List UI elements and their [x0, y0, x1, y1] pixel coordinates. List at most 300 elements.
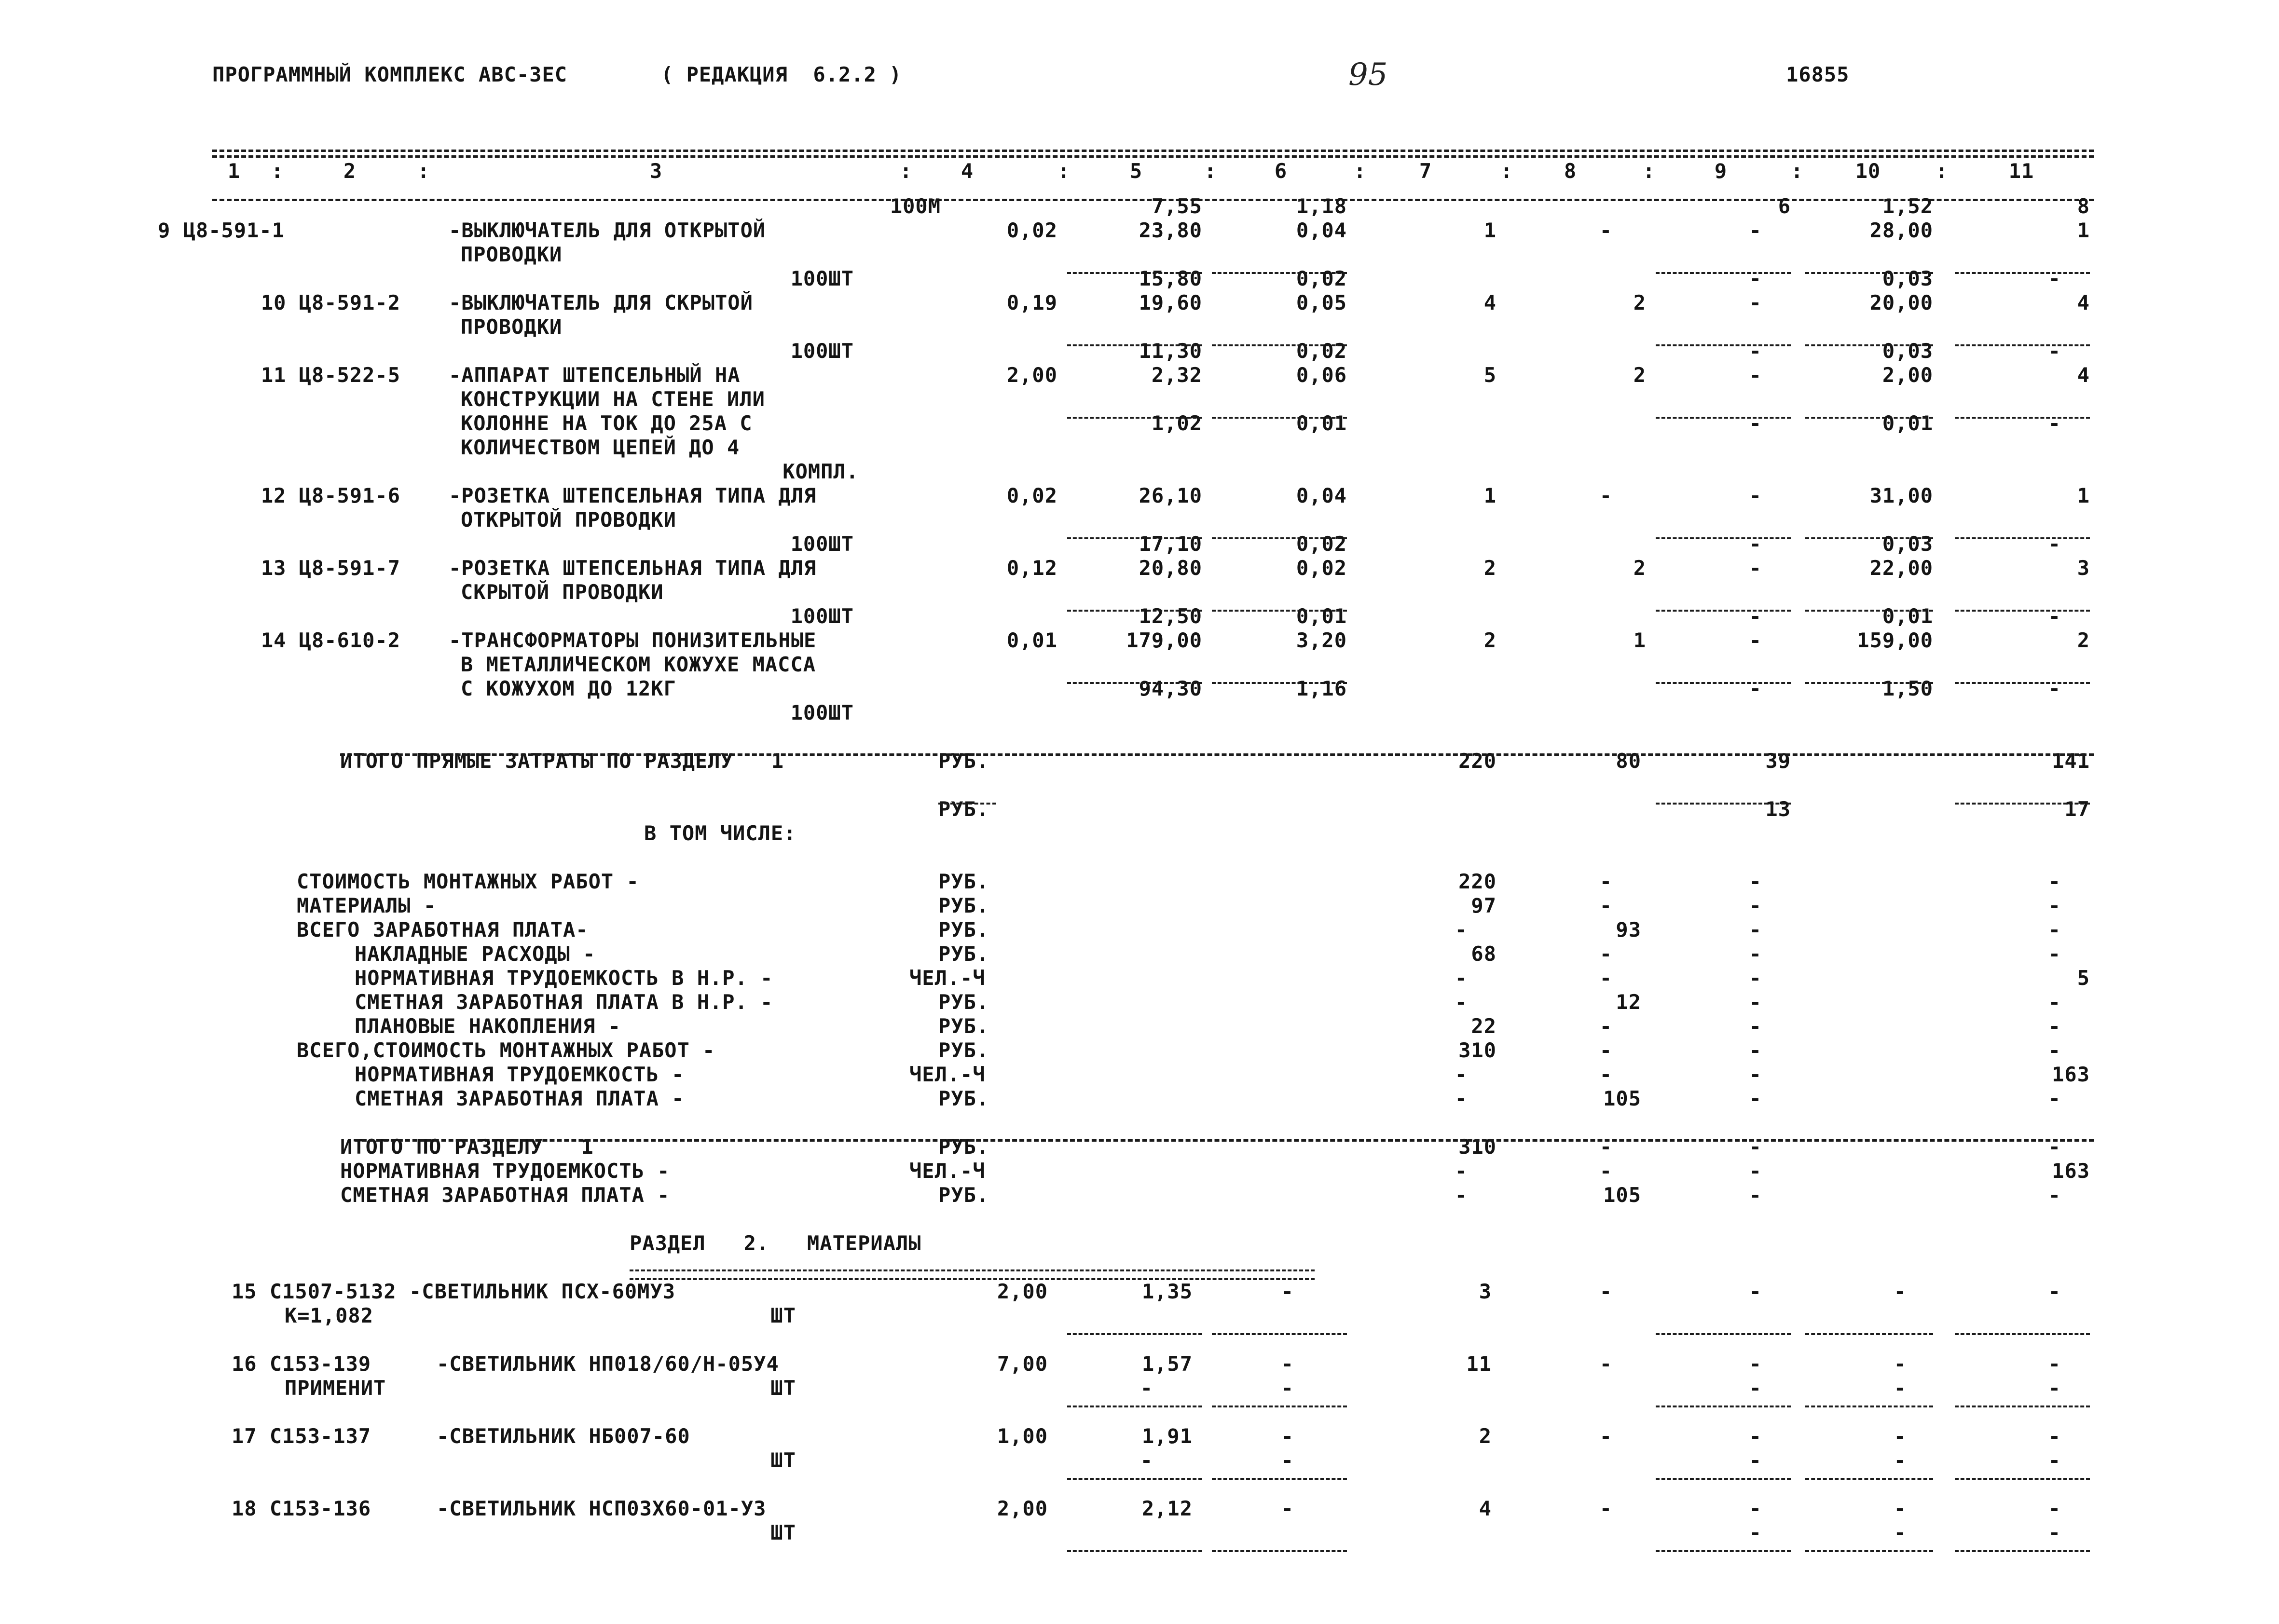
table-cell: 94,30 [1139, 677, 1202, 700]
table-cell: 0,19 [1006, 291, 1057, 314]
table-cell: - [2048, 1424, 2061, 1448]
table-cell: НОРМАТИВНАЯ ТРУДОЕМКОСТЬ В Н.Р. - [355, 966, 773, 990]
table-cell: 1,91 [1141, 1424, 1193, 1448]
sub-rule [1656, 417, 1791, 419]
table-cell: 3 [1479, 1280, 1492, 1303]
table-cell: - [2048, 942, 2061, 966]
table-cell: - [2048, 1183, 2061, 1207]
table-cell: - [1749, 918, 1762, 942]
table-cell: РУБ. [938, 1183, 989, 1207]
table-cell: 1,57 [1141, 1352, 1193, 1376]
table-cell: - [1599, 1038, 1612, 1062]
table-cell: - [1749, 1014, 1762, 1038]
table-cell: 26,10 [1139, 484, 1202, 507]
table-cell: ВСЕГО,СТОИМОСТЬ МОНТАЖНЫХ РАБОТ - [297, 1038, 715, 1062]
table-cell: 0,04 [1296, 218, 1347, 242]
table-cell: 100ШТ [790, 701, 854, 724]
table-cell: ЧЕЛ.-Ч [909, 1063, 986, 1086]
table-cell: 0,05 [1296, 291, 1347, 314]
table-cell: 11 Ц8-522-5 [261, 363, 400, 387]
table-cell: СТОИМОСТЬ МОНТАЖНЫХ РАБОТ - [297, 870, 639, 893]
table-cell: СКРЫТОЙ ПРОВОДКИ [461, 580, 664, 604]
table-cell: 2 [1483, 628, 1496, 652]
table-cell: РУБ. [938, 797, 989, 821]
table-cell: - [1749, 942, 1762, 966]
table-cell: ОТКРЫТОЙ ПРОВОДКИ [461, 508, 676, 532]
sub-rule [1067, 1406, 1202, 1407]
sub-rule [1805, 1333, 1933, 1335]
table-cell: ШТ [770, 1376, 796, 1400]
sub-rule [1212, 537, 1347, 539]
table-cell: 0,01 [1006, 628, 1057, 652]
table-cell: 9 Ц8-591-1 [158, 218, 285, 242]
table-cell: - [1749, 1135, 1762, 1159]
column-number: 8 [1564, 159, 1577, 183]
table-cell: - [1599, 1159, 1612, 1183]
table-cell: - [1599, 942, 1612, 966]
sub-rule [1955, 344, 2090, 346]
table-cell: 5 [1483, 363, 1496, 387]
table-cell: - [1281, 1280, 1294, 1303]
table-cell: РУБ. [938, 1014, 989, 1038]
table-cell: - [1281, 1424, 1294, 1448]
table-cell: 8 [2077, 194, 2090, 218]
table-cell: ПРОВОДКИ [461, 243, 563, 266]
table-cell: РУБ. [938, 942, 989, 966]
table-cell: - [1749, 363, 1762, 387]
sub-rule [1656, 803, 1791, 805]
table-cell: - [1749, 339, 1762, 363]
table-cell: 17 [2064, 797, 2090, 821]
table-cell: - [2048, 1038, 2061, 1062]
sub-rule [1805, 537, 1933, 539]
table-cell: - [2048, 411, 2061, 435]
sub-rule [1656, 537, 1791, 539]
column-number: 5 [1129, 159, 1143, 183]
column-number: 6 [1274, 159, 1288, 183]
table-cell: - [1599, 966, 1612, 990]
table-cell: - [1749, 484, 1762, 507]
table-cell: МАТЕРИАЛЫ - [297, 894, 437, 917]
column-number: 2 [343, 159, 357, 183]
table-cell: В МЕТАЛЛИЧЕСКОМ КОЖУХЕ МАССА [461, 653, 816, 676]
document-number: 16855 [1786, 63, 1850, 86]
table-cell: ШТ [770, 1448, 796, 1472]
table-cell: - [1599, 218, 1612, 242]
table-cell: 1,16 [1296, 677, 1347, 700]
table-cell: -СВЕТИЛЬНИК НП018/60/Н-05У4 [437, 1352, 779, 1376]
table-cell: 1,35 [1141, 1280, 1193, 1303]
sub-rule [1212, 1406, 1347, 1407]
column-separator: : [900, 159, 913, 183]
table-cell: - [1281, 1352, 1294, 1376]
sub-rule [1955, 272, 2090, 274]
table-cell: РАЗДЕЛ 2. МАТЕРИАЛЫ [630, 1231, 921, 1255]
table-cell: - [1749, 604, 1762, 628]
sub-rule [1656, 272, 1791, 274]
table-cell: - [2048, 339, 2061, 363]
dash-mark: - [2048, 1448, 2061, 1472]
table-cell: - [1599, 1063, 1612, 1086]
table-cell: НОРМАТИВНАЯ ТРУДОЕМКОСТЬ - [355, 1063, 685, 1086]
table-cell: 141 [2052, 749, 2090, 773]
table-cell: 13 [1765, 797, 1791, 821]
table-cell: - [1749, 1424, 1762, 1448]
table-cell: РУБ. [938, 1087, 989, 1110]
table-cell: 4 [1479, 1497, 1492, 1520]
table-cell: СМЕТНАЯ ЗАРАБОТНАЯ ПЛАТА В Н.Р. - [355, 990, 773, 1014]
table-cell: 12 [1616, 990, 1641, 1014]
sub-rule [1212, 1550, 1347, 1552]
table-cell: ШТ [770, 1521, 796, 1544]
table-cell: 11 [1466, 1352, 1492, 1376]
table-cell: - [2048, 1135, 2061, 1159]
sub-rule [1955, 1406, 2090, 1407]
sub-rule [1955, 1550, 2090, 1552]
sub-rule [1955, 682, 2090, 684]
table-cell: - [1599, 1424, 1612, 1448]
sub-rule [1656, 1406, 1791, 1407]
table-cell: КОНСТРУКЦИИ НА СТЕНЕ ИЛИ [461, 387, 765, 411]
table-cell: 0,06 [1296, 363, 1347, 387]
table-cell: 18 С153-136 [232, 1497, 371, 1520]
table-cell: 15 С1507-5132 -СВЕТИЛЬНИК ПСХ-60МУЗ [232, 1280, 676, 1303]
table-cell: - [1749, 677, 1762, 700]
table-cell: 163 [2052, 1159, 2090, 1183]
table-cell: 14 Ц8-610-2 [261, 628, 400, 652]
table-cell: - [1749, 532, 1762, 556]
table-cell: 1,02 [1151, 411, 1202, 435]
table-cell: К=1,082 [285, 1304, 374, 1327]
table-cell: - [1455, 1087, 1468, 1110]
table-cell: -ВЫКЛЮЧАТЕЛЬ ДЛЯ СКРЫТОЙ [449, 291, 753, 314]
table-cell: - [1749, 1038, 1762, 1062]
section-total-rule [340, 753, 2094, 756]
table-cell: 0,02 [1006, 218, 1057, 242]
table-cell: ПРИМЕНИТ [285, 1376, 386, 1400]
sub-rule [1656, 1550, 1791, 1552]
table-cell: 12 Ц8-591-6 [261, 484, 400, 507]
table-cell: - [1599, 484, 1612, 507]
header-top-rule [212, 150, 2094, 152]
table-cell: - [1749, 1352, 1762, 1376]
column-separator: : [1936, 159, 1949, 183]
sub-rule [1805, 1478, 1933, 1480]
table-cell: - [1749, 870, 1762, 893]
sub-rule [1212, 272, 1347, 274]
sub-rule [1067, 1478, 1202, 1480]
table-cell: 2 [1633, 556, 1646, 580]
table-cell: 12,50 [1139, 604, 1202, 628]
table-cell: 0,03 [1882, 267, 1933, 290]
table-cell: 2 [1483, 556, 1496, 580]
dash-mark: - [1281, 1448, 1294, 1472]
sub-rule [1805, 272, 1933, 274]
table-cell: 105 [1603, 1183, 1641, 1207]
sub-rule [1212, 417, 1347, 419]
table-cell: - [1749, 267, 1762, 290]
sub-rule [1955, 417, 2090, 419]
table-cell: 1 [1633, 628, 1646, 652]
column-separator: : [417, 159, 430, 183]
table-cell: -ТРАНСФОРМАТОРЫ ПОНИЗИТЕЛЬНЫЕ [449, 628, 817, 652]
sub-rule [1656, 1478, 1791, 1480]
table-cell: -СВЕТИЛЬНИК НСП03Х60-01-У3 [437, 1497, 767, 1520]
table-cell: 97 [1471, 894, 1496, 917]
table-cell: - [2048, 918, 2061, 942]
table-cell: - [1894, 1424, 1907, 1448]
table-cell: ШТ [770, 1304, 796, 1327]
table-cell: КОМПЛ. [783, 460, 859, 483]
table-cell: - [1749, 556, 1762, 580]
table-cell: 0,03 [1882, 339, 1933, 363]
table-cell: 0,02 [1296, 556, 1347, 580]
sub-rule [1212, 682, 1347, 684]
table-cell: - [1749, 628, 1762, 652]
table-cell: 1 [1483, 484, 1496, 507]
table-cell: - [1599, 894, 1612, 917]
table-cell: СМЕТНАЯ ЗАРАБОТНАЯ ПЛАТА - [355, 1087, 685, 1110]
dash-mark: - [1140, 1376, 1153, 1400]
table-cell: 0,02 [1296, 267, 1347, 290]
table-cell: 68 [1471, 942, 1496, 966]
column-number: 9 [1714, 159, 1728, 183]
table-cell: - [1599, 1014, 1612, 1038]
table-cell: ЧЕЛ.-Ч [909, 966, 986, 990]
table-cell: 0,02 [1296, 532, 1347, 556]
table-cell: 100ШТ [790, 604, 854, 628]
column-separator: : [1354, 159, 1367, 183]
sub-rule [1212, 610, 1347, 612]
table-cell: - [1894, 1280, 1907, 1303]
dash-mark: - [1749, 1376, 1762, 1400]
table-cell: 3,20 [1296, 628, 1347, 652]
table-cell: - [1455, 1183, 1468, 1207]
table-cell: 2,00 [1882, 363, 1933, 387]
table-cell: 2,32 [1151, 363, 1202, 387]
table-cell: 0,02 [1296, 339, 1347, 363]
table-cell: - [2048, 532, 2061, 556]
table-cell: 7,55 [1151, 194, 1202, 218]
table-cell: 0,12 [1006, 556, 1057, 580]
table-cell: С КОЖУХОМ ДО 12КГ [461, 677, 676, 700]
table-cell: - [1749, 1183, 1762, 1207]
sub-rule [1067, 417, 1202, 419]
table-cell: - [1894, 1352, 1907, 1376]
table-cell: 1,18 [1296, 194, 1347, 218]
table-cell: ИТОГО ПО РАЗДЕЛУ 1 [340, 1135, 594, 1159]
sub-rule [1805, 1406, 1933, 1407]
table-cell: -РОЗЕТКА ШТЕПСЕЛЬНАЯ ТИПА ДЛЯ [449, 556, 817, 580]
table-cell: 16 С153-139 [232, 1352, 371, 1376]
table-cell: 10 Ц8-591-2 [261, 291, 400, 314]
table-cell: 17,10 [1139, 532, 1202, 556]
table-cell: 220 [1458, 870, 1496, 893]
table-cell: КОЛОННЕ НА ТОК ДО 25А С [461, 411, 753, 435]
program-title: ПРОГРАММНЫЙ КОМПЛЕКС АВС-3ЕС [212, 63, 568, 86]
table-cell: 1,50 [1882, 677, 1933, 700]
dash-mark: - [1894, 1521, 1907, 1544]
table-cell: - [1749, 411, 1762, 435]
table-cell: - [1455, 918, 1468, 942]
column-number: 4 [961, 159, 974, 183]
column-separator: : [1204, 159, 1217, 183]
sub-rule [1212, 1478, 1347, 1480]
table-cell: 13 Ц8-591-7 [261, 556, 400, 580]
table-cell: - [2048, 1497, 2061, 1520]
table-cell: - [1455, 1159, 1468, 1183]
sub-rule [1805, 417, 1933, 419]
column-separator: : [1643, 159, 1656, 183]
table-cell: НАКЛАДНЫЕ РАСХОДЫ - [355, 942, 596, 966]
table-cell: - [1749, 291, 1762, 314]
table-cell: СМЕТНАЯ ЗАРАБОТНАЯ ПЛАТА - [340, 1183, 670, 1207]
table-cell: - [2048, 870, 2061, 893]
table-cell: - [1749, 966, 1762, 990]
table-cell: 2 [1633, 291, 1646, 314]
table-cell: - [1749, 990, 1762, 1014]
table-cell: 22 [1471, 1014, 1496, 1038]
table-cell: 163 [2052, 1063, 2090, 1086]
table-cell: 5 [2077, 966, 2090, 990]
table-cell: - [2048, 604, 2061, 628]
column-separator: : [1791, 159, 1804, 183]
table-cell: 0,04 [1296, 484, 1347, 507]
table-cell: - [1599, 1352, 1612, 1376]
table-cell: 80 [1616, 749, 1641, 773]
sub-rule [1656, 344, 1791, 346]
sub-rule [938, 803, 996, 805]
column-number: 7 [1419, 159, 1432, 183]
table-cell: ЧЕЛ.-Ч [909, 1159, 986, 1183]
dash-mark: - [1281, 1376, 1294, 1400]
table-cell: 2,12 [1141, 1497, 1193, 1520]
table-cell: ВСЕГО ЗАРАБОТНАЯ ПЛАТА- [297, 918, 589, 942]
table-cell: 1 [2077, 218, 2090, 242]
table-cell: - [1749, 1280, 1762, 1303]
table-cell: 1 [1483, 218, 1496, 242]
table-cell: - [1599, 1280, 1612, 1303]
dash-mark: - [2048, 1376, 2061, 1400]
table-cell: - [2048, 894, 2061, 917]
table-cell: 105 [1603, 1087, 1641, 1110]
table-cell: - [1749, 894, 1762, 917]
column-separator: : [1057, 159, 1071, 183]
sub-rule [1067, 272, 1202, 274]
table-cell: - [2048, 1280, 2061, 1303]
edition-label: ( РЕДАКЦИЯ 6.2.2 ) [661, 63, 902, 86]
table-cell: 100ШТ [790, 339, 854, 363]
sub-rule [1656, 1333, 1791, 1335]
table-cell: ПРОВОДКИ [461, 315, 563, 339]
table-cell: 1,52 [1882, 194, 1933, 218]
table-cell: - [2048, 1087, 2061, 1110]
table-cell: - [1749, 1063, 1762, 1086]
dash-mark: - [2048, 1521, 2061, 1544]
table-cell: -АППАРАТ ШТЕПСЕЛЬНЫЙ НА [449, 363, 741, 387]
column-number: 11 [2008, 159, 2034, 183]
table-cell: 31,00 [1869, 484, 1933, 507]
table-cell: - [1281, 1497, 1294, 1520]
table-cell: КОЛИЧЕСТВОМ ЦЕПЕЙ ДО 4 [461, 436, 740, 459]
column-number: 1 [227, 159, 241, 183]
table-cell: 19,60 [1139, 291, 1202, 314]
table-cell: РУБ. [938, 918, 989, 942]
column-separator: : [271, 159, 284, 183]
table-cell: 17 С153-137 [232, 1424, 371, 1448]
table-cell: 179,00 [1126, 628, 1202, 652]
sub-rule [1067, 537, 1202, 539]
table-cell: - [2048, 267, 2061, 290]
table-cell: - [1749, 1497, 1762, 1520]
table-cell: 20,00 [1869, 291, 1933, 314]
table-cell: 1,00 [997, 1424, 1048, 1448]
table-cell: - [1455, 1063, 1468, 1086]
table-cell: - [1455, 966, 1468, 990]
table-cell: 39 [1765, 749, 1791, 773]
table-cell: 310 [1458, 1038, 1496, 1062]
table-cell: 6 [1778, 194, 1791, 218]
sub-rule [1212, 1333, 1347, 1335]
table-cell: 0,01 [1296, 604, 1347, 628]
table-cell: - [1749, 218, 1762, 242]
table-cell: 4 [2077, 291, 2090, 314]
table-cell: 2 [1633, 363, 1646, 387]
sub-rule [1955, 1478, 2090, 1480]
table-cell: 2 [2077, 628, 2090, 652]
table-cell: 0,02 [1006, 484, 1057, 507]
section-heading-underline [630, 1269, 1315, 1280]
breakdown-end-rule [355, 1139, 2094, 1142]
sub-rule [1955, 537, 2090, 539]
table-cell: 15,80 [1139, 267, 1202, 290]
table-cell: 100М [890, 194, 941, 218]
sub-rule [1955, 610, 2090, 612]
table-cell: 4 [2077, 363, 2090, 387]
sub-rule [1805, 1550, 1933, 1552]
table-cell: - [2048, 1352, 2061, 1376]
table-cell: ИТОГО ПРЯМЫЕ ЗАТРАТЫ ПО РАЗДЕЛУ 1 [340, 749, 784, 773]
dash-mark: - [1894, 1376, 1907, 1400]
table-cell: 4 [1483, 291, 1496, 314]
table-cell: - [2048, 677, 2061, 700]
dash-mark: - [1749, 1448, 1762, 1472]
table-cell: 2,00 [997, 1497, 1048, 1520]
table-cell: - [1749, 1087, 1762, 1110]
table-cell: - [2048, 990, 2061, 1014]
table-cell: 310 [1458, 1135, 1496, 1159]
table-cell: 2,00 [1006, 363, 1057, 387]
column-number: 3 [649, 159, 663, 183]
table-cell: - [1455, 990, 1468, 1014]
column-number: 10 [1855, 159, 1881, 183]
table-cell: 23,80 [1139, 218, 1202, 242]
table-cell: 100ШТ [790, 267, 854, 290]
sub-rule [1805, 682, 1933, 684]
sub-rule [1805, 610, 1933, 612]
sub-rule [1067, 1333, 1202, 1335]
sub-rule [1955, 1333, 2090, 1335]
sub-rule [1067, 610, 1202, 612]
sub-rule [1805, 344, 1933, 346]
table-cell: 100ШТ [790, 532, 854, 556]
table-cell: РУБ. [938, 894, 989, 917]
sub-rule [1212, 344, 1347, 346]
table-cell: -СВЕТИЛЬНИК НБ007-60 [437, 1424, 690, 1448]
sub-rule [1955, 803, 2090, 805]
table-cell: 93 [1616, 918, 1641, 942]
table-cell: 0,03 [1882, 532, 1933, 556]
